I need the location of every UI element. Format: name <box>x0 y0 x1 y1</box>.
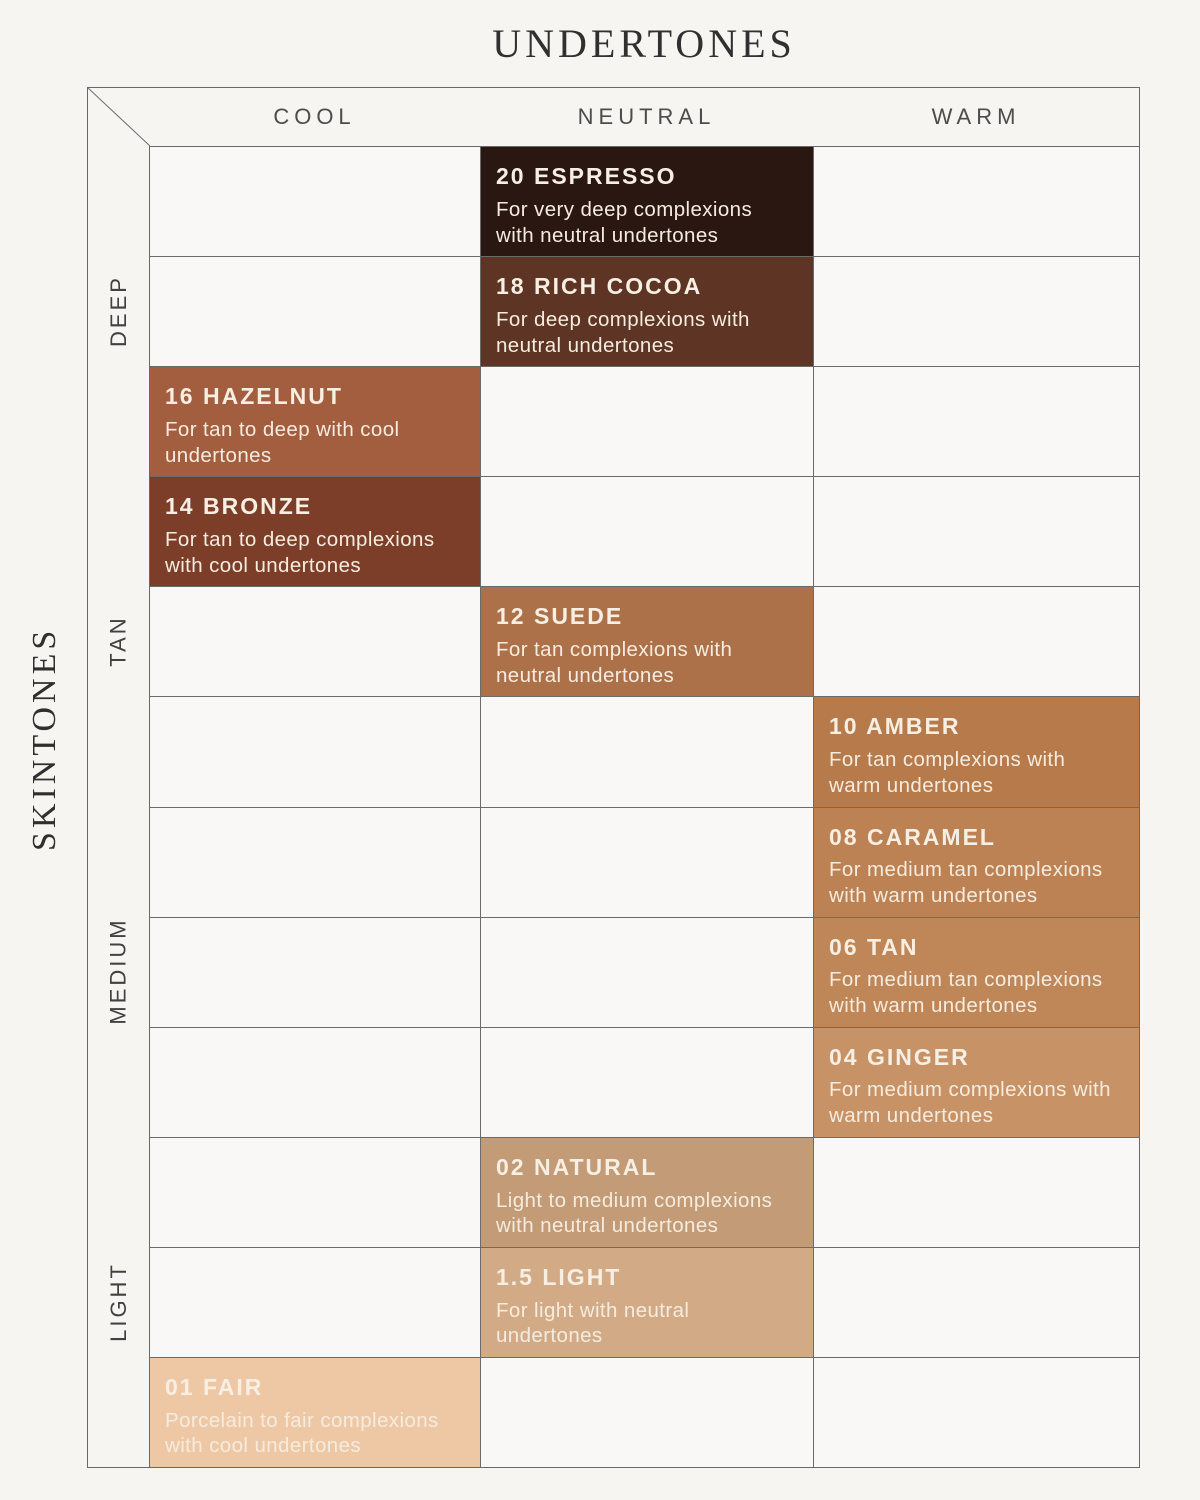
shade-cell-suede[interactable] <box>481 587 813 696</box>
shade-description: For medium tan complexions with warm undertones <box>829 858 1103 908</box>
column-header-cool: COOL <box>273 104 356 129</box>
shade-name: 16 HAZELNUT <box>165 383 343 410</box>
shade-name: 04 GINGER <box>829 1043 970 1070</box>
shade-cell-fair[interactable] <box>150 1358 480 1467</box>
row-group-light <box>88 1137 149 1467</box>
empty-cell <box>481 1028 813 1137</box>
shade-description: For medium complexions with warm undertones <box>829 1078 1111 1128</box>
shade-cell-espresso[interactable] <box>481 147 813 256</box>
empty-cell <box>150 1248 480 1357</box>
row-group-medium <box>88 806 149 1136</box>
empty-cell <box>814 1358 1139 1467</box>
shade-description: For light with neutral undertones <box>496 1298 690 1348</box>
shade-description: For tan complexions with warm undertones <box>829 748 1066 797</box>
shade-name: 18 RICH COCOA <box>496 273 703 300</box>
shade-cell-1-5-light[interactable] <box>481 1248 813 1357</box>
empty-cell <box>481 918 813 1027</box>
shade-description: For tan complexions with neutral undertones <box>496 638 733 687</box>
shade-name: 10 AMBER <box>829 713 961 740</box>
shade-description: For deep complexions with neutral undertones <box>496 307 750 357</box>
shade-cell-caramel[interactable] <box>814 808 1139 917</box>
shade-name: 1.5 LIGHT <box>496 1263 622 1290</box>
corner-diagonal-line <box>88 88 150 146</box>
shade-name: 01 FAIR <box>165 1373 264 1400</box>
shade-cell-rich-cocoa[interactable] <box>481 257 813 366</box>
shade-name: 12 SUEDE <box>496 603 624 630</box>
empty-cell <box>150 1138 480 1247</box>
chart-frame <box>87 87 1140 1468</box>
empty-cell <box>814 587 1139 696</box>
row-group-tan-label: TAN <box>105 615 131 667</box>
empty-cell <box>814 477 1139 586</box>
empty-cell <box>814 147 1139 256</box>
shade-name: 20 ESPRESSO <box>496 163 677 189</box>
row-group-deep-label: DEEP <box>105 275 131 347</box>
column-header-neutral: NEUTRAL <box>577 104 716 129</box>
shade-name: 02 NATURAL <box>496 1153 658 1180</box>
empty-cell <box>814 367 1139 476</box>
shade-name: 14 BRONZE <box>165 493 313 520</box>
empty-cell <box>814 1138 1139 1247</box>
shade-description: Porcelain to fair complexions with cool undertones <box>165 1408 439 1458</box>
empty-cell <box>481 1358 813 1467</box>
undertone-column-headers <box>149 88 1139 146</box>
shade-cell-tan[interactable] <box>814 918 1139 1027</box>
shade-name: 06 TAN <box>829 933 919 960</box>
empty-cell <box>481 477 813 586</box>
shade-description: For very deep complexions with neutral undertones <box>496 197 753 247</box>
page-title: UNDERTONES <box>492 21 796 66</box>
shade-cell-natural[interactable] <box>481 1138 813 1247</box>
row-group-medium-label: MEDIUM <box>105 917 131 1025</box>
shade-cell-amber[interactable] <box>814 697 1139 806</box>
empty-cell <box>814 257 1139 366</box>
column-header-warm: WARM <box>931 104 1021 129</box>
shade-name: 08 CARAMEL <box>829 823 996 850</box>
shade-description: For tan to deep complexions with cool undertones <box>165 528 435 577</box>
empty-cell <box>150 808 480 917</box>
row-group-deep <box>88 146 149 476</box>
shade-cell-bronze[interactable] <box>150 477 480 586</box>
empty-cell <box>481 367 813 476</box>
shade-description: For medium tan complexions with warm undertones <box>829 968 1103 1018</box>
shade-cell-hazelnut[interactable] <box>150 367 480 476</box>
empty-cell <box>481 697 813 806</box>
shade-grid <box>149 146 1139 1467</box>
empty-cell <box>814 1248 1139 1357</box>
empty-cell <box>150 147 480 256</box>
row-group-tan <box>88 476 149 806</box>
shade-description: For tan to deep with cool undertones <box>165 417 400 467</box>
empty-cell <box>150 918 480 1027</box>
skintones-axis-label: SKINTONES <box>26 626 63 851</box>
shade-description: Light to medium complexions with neutral undertones <box>496 1188 773 1238</box>
empty-cell <box>150 257 480 366</box>
empty-cell <box>150 1028 480 1137</box>
shade-cell-ginger[interactable] <box>814 1028 1139 1137</box>
empty-cell <box>150 587 480 696</box>
empty-cell <box>481 808 813 917</box>
row-group-light-label: LIGHT <box>105 1262 131 1342</box>
empty-cell <box>150 697 480 806</box>
